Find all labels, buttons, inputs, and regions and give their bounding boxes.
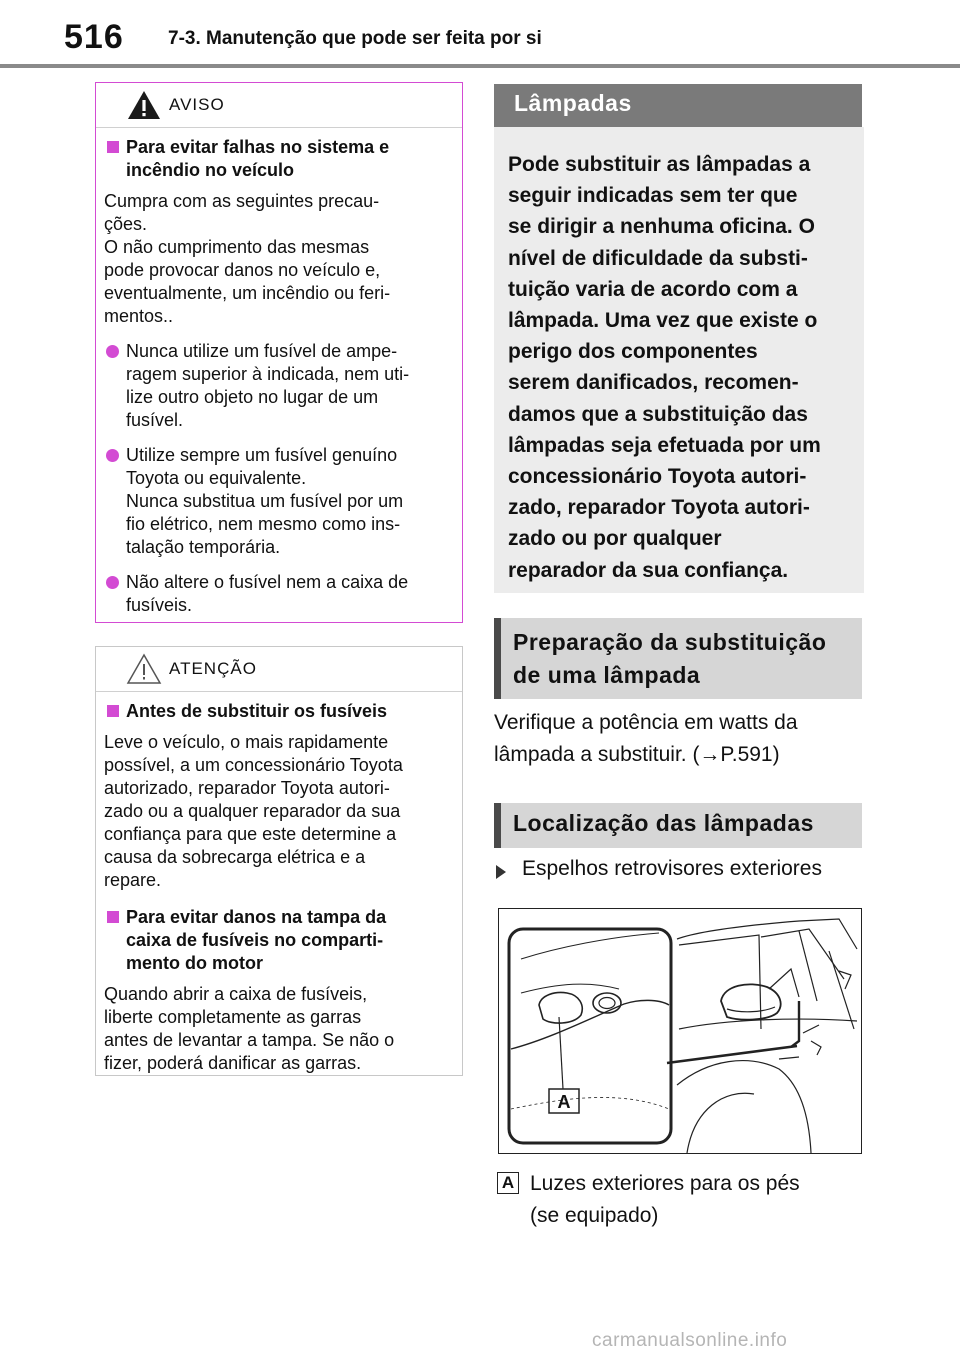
warning-box-header: [96, 83, 462, 128]
legend-tag: A: [497, 1172, 519, 1194]
circle-bullet-icon: [106, 576, 119, 589]
caution-heading: Para evitar danos na tampa da caixa de fusíveis no comparti- mento do motor: [104, 906, 450, 975]
mirror-illustration: [499, 909, 861, 1153]
caution-box-header: [96, 647, 462, 692]
page-number: 516: [64, 18, 124, 56]
page-header: [0, 0, 960, 68]
watermark: carmanualsonline.info: [592, 1330, 788, 1351]
caution-icon: [126, 653, 162, 685]
warning-bullet: Nunca utilize um fusível de ampe- ragem superior à indicada, nem uti- lize outro objeto no lugar de um fusível.: [104, 340, 450, 432]
warning-bullet: Utilize sempre um fusível genuíno Toyota ou equivalente. Nunca substitua um fusível por um fio elétrico, nem mesmo como ins- talação temporária.: [104, 444, 450, 559]
circle-bullet-icon: [106, 345, 119, 358]
square-bullet-icon: [107, 141, 119, 153]
warning-box-title: AVISO: [169, 95, 225, 114]
figure-callout-label: A: [557, 1092, 571, 1112]
chapter-title: 7-3. Manutenção que pode ser feita por si: [168, 28, 542, 49]
triangle-bullet-icon: [496, 865, 506, 879]
preparation-text: Verifique a potência em watts da lâmpada a substituir. (→P.591): [494, 711, 798, 766]
caution-paragraph: Leve o veículo, o mais rapidamente possível, a um concessionário Toyota autorizado, reparador Toyota autori- zado ou a qualquer reparador da sua confiança para que este determine a causa da sobrecarga elétrica e a repare.: [104, 732, 403, 890]
section-title-location: Localização das lâmpadas: [494, 803, 862, 848]
warning-heading: Para evitar falhas no sistema e incêndio no veículo: [104, 136, 450, 182]
warning-intro: Cumpra com as seguintes precau- ções. O não cumprimento das mesmas pode provocar danos no veículo e, eventualmente, um incêndio ou feri- mentos..: [104, 191, 391, 326]
caution-box-title: ATENÇÃO: [169, 659, 257, 678]
section-title-preparation: Preparação da substituição de uma lâmpada: [494, 618, 862, 699]
warning-icon: [126, 89, 162, 121]
square-bullet-icon: [107, 705, 119, 717]
circle-bullet-icon: [106, 449, 119, 462]
section-title-lampadas: Lâmpadas: [494, 84, 862, 127]
square-bullet-icon: [107, 911, 119, 923]
warning-bullet: Não altere o fusível nem a caixa de fusíveis.: [104, 571, 450, 617]
caution-heading: Antes de substituir os fusíveis: [104, 700, 450, 723]
warning-box: [95, 82, 463, 623]
caution-paragraph: Quando abrir a caixa de fusíveis, liberte completamente as garras antes de levantar a tampa. Se não o fizer, poderá danificar as garras.: [104, 984, 395, 1073]
caution-box: [95, 646, 463, 1076]
intro-paragraph: Pode substituir as lâmpadas a seguir indicadas sem ter que se dirigir a nenhuma oficina. O nível de dificuldade da substi- tuição varia de acordo com a lâmpada. Uma vez que existe o perigo dos componentes serem danificados, recomen- damos que a substituição das lâmpadas seja efetuada por um concessionário Toyota autori- zado, reparador Toyota autori- zado ou por qualquer reparador da sua confiança.: [494, 127, 864, 593]
mirror-lamp-figure: [498, 908, 862, 1154]
header-rule: [0, 64, 960, 68]
